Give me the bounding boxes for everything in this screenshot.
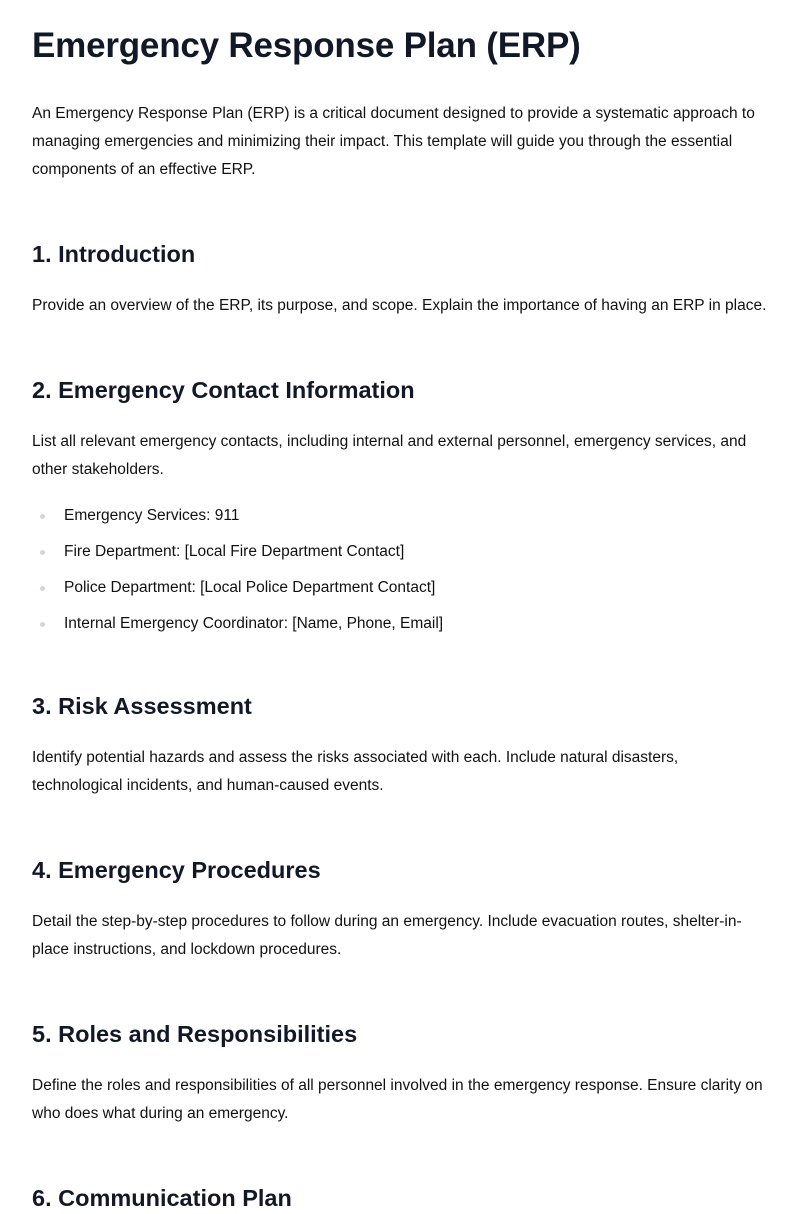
section-risk-assessment xyxy=(32,690,768,800)
list-item-text: Emergency Services: 911 xyxy=(64,507,240,524)
intro-paragraph: An Emergency Response Plan (ERP) is a critical document designed to provide a systematic approach to managing emergencies and minimizing their impact. This template will guide you through the essential components of an effective ERP. xyxy=(32,105,755,178)
bullet-icon xyxy=(40,550,45,555)
list-item xyxy=(32,576,768,600)
list-item-text: Fire Department: [Local Fire Department Contact] xyxy=(64,543,405,560)
section-roles-responsibilities xyxy=(32,1018,768,1128)
section-heading: 5. Roles and Responsibilities xyxy=(32,1021,358,1047)
list-item xyxy=(32,612,768,636)
section-paragraph: Define the roles and responsibilities of all personnel involved in the emergency response. Ensure clarity on who does what during an emergency. xyxy=(32,1077,763,1122)
bullet-icon xyxy=(40,622,45,627)
section-introduction xyxy=(32,238,768,320)
page-title: Emergency Response Plan (ERP) xyxy=(32,26,581,65)
section-heading: 6. Communication Plan xyxy=(32,1185,292,1211)
section-heading: 4. Emergency Procedures xyxy=(32,857,321,883)
section-emergency-procedures xyxy=(32,854,768,964)
section-heading: 3. Risk Assessment xyxy=(32,693,252,719)
section-heading: 2. Emergency Contact Information xyxy=(32,377,415,403)
contact-list xyxy=(32,504,768,636)
section-paragraph: Identify potential hazards and assess the risks associated with each. Include natural disasters, technological incidents, and human-caused events. xyxy=(32,749,679,794)
section-emergency-contacts xyxy=(32,374,768,636)
section-paragraph: Detail the step-by-step procedures to follow during an emergency. Include evacuation routes, shelter-in-place instructions, and lockdown procedures. xyxy=(32,913,742,958)
bullet-icon xyxy=(40,514,45,519)
section-heading: 1. Introduction xyxy=(32,241,196,267)
list-item xyxy=(32,540,768,564)
section-communication-plan xyxy=(32,1182,768,1214)
list-item-text: Police Department: [Local Police Department Contact] xyxy=(64,579,436,596)
list-item-text: Internal Emergency Coordinator: [Name, Phone, Email] xyxy=(64,615,444,632)
section-paragraph: Provide an overview of the ERP, its purpose, and scope. Explain the importance of having an ERP in place. xyxy=(32,297,767,314)
list-item xyxy=(32,504,768,528)
section-paragraph: List all relevant emergency contacts, including internal and external personnel, emergency services, and other stakeholders. xyxy=(32,433,747,478)
bullet-icon xyxy=(40,586,45,591)
